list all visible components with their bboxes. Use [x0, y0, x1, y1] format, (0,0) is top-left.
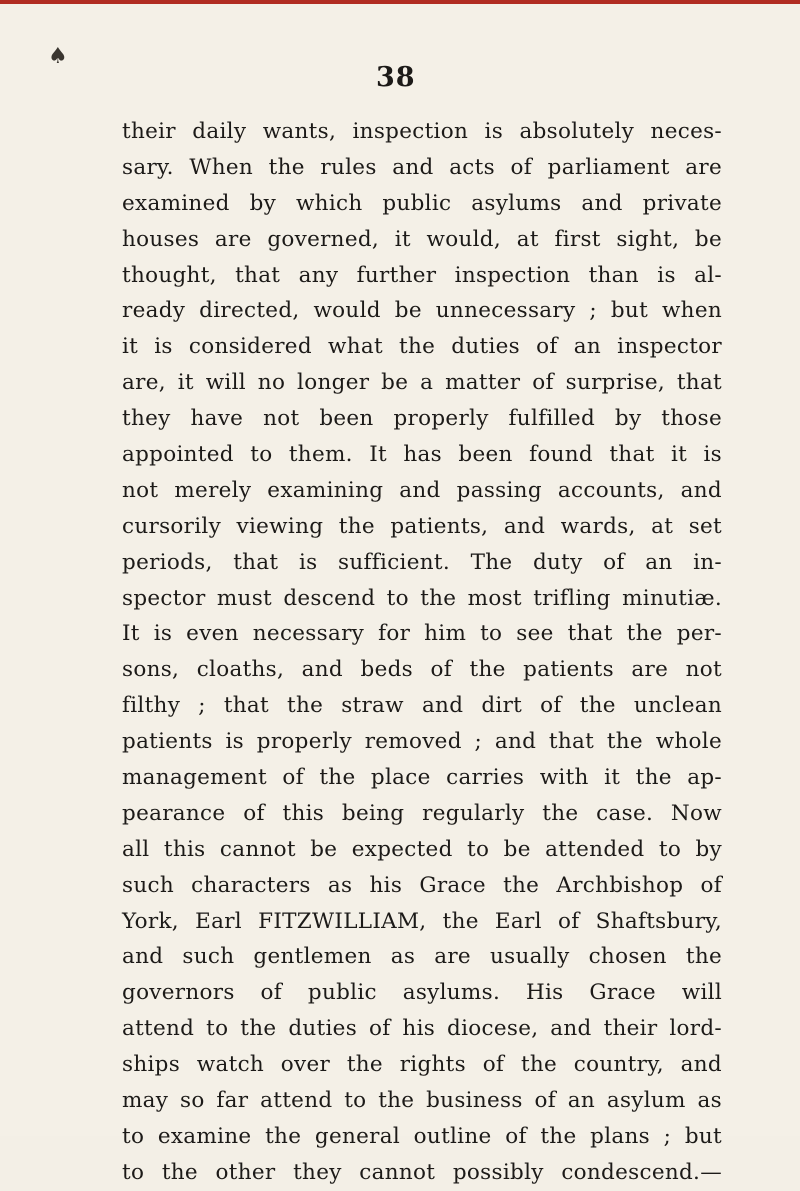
text-line: ships watch over the rights of the country, and: [122, 1052, 722, 1078]
text-line: and such gentlemen as are usually chosen the: [122, 944, 722, 970]
text-line: sons, cloaths, and beds of the patients are not: [122, 657, 722, 683]
text-line: spector must descend to the most trifling minutiæ.: [122, 585, 722, 611]
page-top-edge: [0, 0, 800, 4]
text-line: their daily wants, inspection is absolutely neces-: [122, 119, 722, 144]
text-line: thought, that any further inspection than is al-: [122, 262, 722, 288]
page-number: 38: [376, 62, 416, 93]
text-line: appointed to them. It has been found that it is: [122, 442, 722, 468]
text-line: are, it will no longer be a matter of surprise, that: [122, 370, 722, 396]
text-line: to the other they cannot possibly condescend.—: [122, 1159, 722, 1185]
text-line: sary. When the rules and acts of parliament are: [122, 154, 722, 180]
text-line: all this cannot be expected to be attended to by: [122, 836, 722, 862]
text-line: patients is properly removed ; and that the whole: [122, 729, 722, 755]
text-line: filthy ; that the straw and dirt of the unclean: [122, 693, 722, 719]
text-line: to examine the general outline of the plans ; but: [122, 1123, 722, 1149]
text-line: not merely examining and passing accounts, and: [122, 477, 722, 503]
text-line: they have not been properly fulfilled by those: [122, 406, 722, 432]
text-line: pearance of this being regularly the case. Now: [122, 800, 722, 826]
body-text: [122, 114, 722, 1191]
text-line: ready directed, would be unnecessary ; but when: [122, 298, 722, 324]
text-line: attend to the duties of his diocese, and their lord-: [122, 1016, 722, 1042]
text-line: periods, that is sufficient. The duty of an in-: [122, 549, 722, 575]
text-line: may so far attend to the business of an asylum as: [122, 1088, 722, 1114]
text-line: it is considered what the duties of an inspector: [122, 334, 722, 360]
corner-ornament-icon: ♠: [48, 44, 68, 69]
text-line: It is even necessary for him to see that the per-: [122, 621, 722, 647]
text-line: management of the place carries with it the ap-: [122, 765, 722, 791]
text-line: cursorily viewing the patients, and wards, at set: [122, 513, 722, 539]
text-line: York, Earl FITZWILLIAM, the Earl of Shaftsbury,: [122, 908, 722, 934]
text-line: examined by which public asylums and private: [122, 190, 722, 216]
text-line: governors of public asylums. His Grace will: [122, 980, 722, 1006]
text-line: houses are governed, it would, at first sight, be: [122, 226, 722, 252]
text-line: such characters as his Grace the Archbishop of: [122, 872, 722, 898]
